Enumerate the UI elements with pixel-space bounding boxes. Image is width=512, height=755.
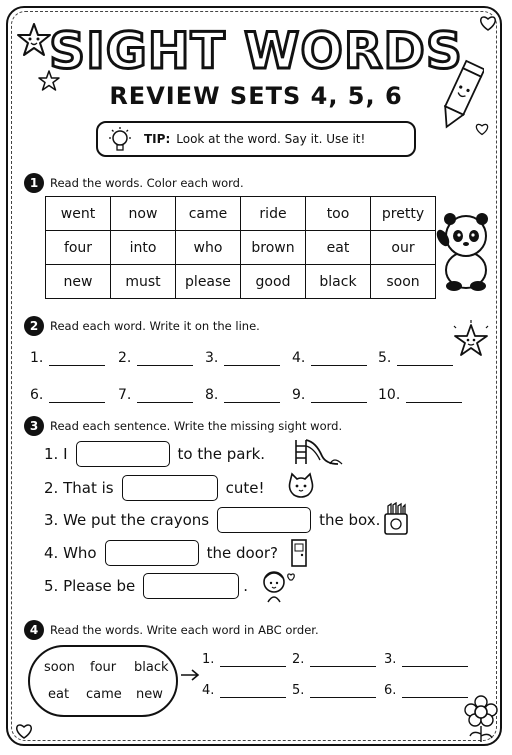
- tip-label: TIP:: [144, 132, 171, 146]
- cloud-word: came: [86, 687, 122, 702]
- write-line[interactable]: [406, 388, 462, 403]
- write-line[interactable]: [137, 388, 193, 403]
- child-icon: [258, 568, 304, 604]
- section-number: 3: [24, 416, 44, 436]
- item-number: 4.: [202, 683, 215, 698]
- section-instruction: Read each sentence. Write the missing sight word.: [50, 419, 343, 433]
- sentence-start: 5. Please be: [44, 577, 136, 595]
- sentence-row: [44, 441, 265, 467]
- item-number: 6.: [30, 387, 44, 403]
- heart-icon: [474, 122, 490, 136]
- answer-box[interactable]: [143, 573, 239, 599]
- sentence-start: 4. Who: [44, 544, 97, 562]
- write-line[interactable]: [311, 388, 367, 403]
- write-item: [378, 387, 462, 403]
- cloud-word: black: [134, 660, 169, 675]
- item-number: 8.: [205, 387, 219, 403]
- item-number: 5.: [378, 350, 392, 366]
- word-cell[interactable]: went: [46, 197, 111, 231]
- sentence-row: [44, 540, 278, 566]
- arrow-right-icon: [180, 668, 200, 682]
- crayon-box-icon: [382, 502, 410, 536]
- item-number: 3.: [384, 652, 397, 667]
- item-number: 4.: [292, 350, 306, 366]
- write-item: [118, 387, 193, 403]
- lightbulb-icon: [106, 126, 134, 154]
- sentence-end: .: [243, 577, 249, 595]
- write-item: [205, 350, 280, 366]
- item-number: 2.: [118, 350, 132, 366]
- abc-item: [292, 683, 376, 698]
- page-subtitle: REVIEW SETS 4, 5, 6: [109, 82, 403, 110]
- word-cell[interactable]: eat: [306, 231, 371, 265]
- write-line[interactable]: [310, 685, 376, 698]
- abc-item: [384, 683, 468, 698]
- sentence-start: 3. We put the crayons: [44, 511, 210, 529]
- heart-icon: [14, 722, 34, 740]
- write-line[interactable]: [137, 351, 193, 366]
- item-number: 2.: [292, 652, 305, 667]
- word-cell[interactable]: too: [306, 197, 371, 231]
- word-cell[interactable]: black: [306, 265, 371, 299]
- sentence-row: [44, 507, 380, 533]
- cat-icon: [286, 472, 316, 500]
- flower-icon: [462, 694, 500, 744]
- write-item: [118, 350, 193, 366]
- word-cell[interactable]: who: [176, 231, 241, 265]
- word-cell[interactable]: new: [46, 265, 111, 299]
- sentence-end: to the park.: [177, 445, 266, 463]
- word-cell[interactable]: pretty: [371, 197, 436, 231]
- abc-item: [202, 683, 286, 698]
- word-cell[interactable]: into: [111, 231, 176, 265]
- section-number: 4: [24, 620, 44, 640]
- door-icon: [290, 538, 308, 568]
- word-cell[interactable]: soon: [371, 265, 436, 299]
- abc-item: [292, 652, 376, 667]
- item-number: 5.: [292, 683, 305, 698]
- write-item: [30, 387, 105, 403]
- sentence-row: [44, 573, 248, 599]
- write-line[interactable]: [220, 685, 286, 698]
- write-item: [292, 350, 367, 366]
- word-cell[interactable]: came: [176, 197, 241, 231]
- item-number: 10.: [378, 387, 401, 403]
- write-line[interactable]: [224, 388, 280, 403]
- write-item: [30, 350, 105, 366]
- section-instruction: Read the words. Color each word.: [50, 176, 244, 190]
- cloud-word: eat: [48, 687, 70, 702]
- abc-item: [202, 652, 286, 667]
- tip-text: Look at the word. Say it. Use it!: [176, 132, 366, 146]
- write-line[interactable]: [310, 654, 376, 667]
- write-item: [292, 387, 367, 403]
- section-number: 1: [24, 173, 44, 193]
- item-number: 7.: [118, 387, 132, 403]
- section-instruction: Read the words. Write each word in ABC order.: [50, 623, 319, 637]
- item-number: 3.: [205, 350, 219, 366]
- answer-box[interactable]: [105, 540, 199, 566]
- word-table: [45, 196, 436, 299]
- sentence-end: cute!: [225, 479, 265, 497]
- write-line[interactable]: [220, 654, 286, 667]
- cloud-word: new: [136, 687, 163, 702]
- word-cell[interactable]: good: [241, 265, 306, 299]
- sentence-end: the box.: [319, 511, 381, 529]
- page-title: SIGHT WORDS: [49, 22, 463, 80]
- write-item: [378, 350, 453, 366]
- cloud-word: four: [90, 660, 117, 675]
- answer-box[interactable]: [217, 507, 311, 533]
- sentence-start: 2. That is: [44, 479, 114, 497]
- sentence-start: 1. I: [44, 445, 68, 463]
- write-line[interactable]: [224, 351, 280, 366]
- write-line[interactable]: [402, 685, 468, 698]
- write-line[interactable]: [49, 351, 105, 366]
- word-cell[interactable]: must: [111, 265, 176, 299]
- abc-item: [384, 652, 468, 667]
- tip-box: [96, 121, 416, 157]
- word-cloud: [28, 645, 178, 717]
- word-cell[interactable]: four: [46, 231, 111, 265]
- star-icon: [450, 320, 492, 362]
- item-number: 6.: [384, 683, 397, 698]
- slide-icon: [292, 436, 346, 466]
- cloud-word: soon: [44, 660, 75, 675]
- write-line[interactable]: [49, 388, 105, 403]
- item-number: 1.: [30, 350, 44, 366]
- sentence-end: the door?: [206, 544, 278, 562]
- word-cell[interactable]: ride: [241, 197, 306, 231]
- write-item: [205, 387, 280, 403]
- word-cell[interactable]: now: [111, 197, 176, 231]
- item-number: 9.: [292, 387, 306, 403]
- item-number: 1.: [202, 652, 215, 667]
- panda-icon: [436, 208, 494, 292]
- word-cell[interactable]: our: [371, 231, 436, 265]
- write-line[interactable]: [402, 654, 468, 667]
- word-cell[interactable]: brown: [241, 231, 306, 265]
- answer-box[interactable]: [122, 475, 218, 501]
- section-instruction: Read each word. Write it on the line.: [50, 319, 260, 333]
- answer-box[interactable]: [76, 441, 170, 467]
- sentence-row: [44, 475, 264, 501]
- section-number: 2: [24, 316, 44, 336]
- word-cell[interactable]: please: [176, 265, 241, 299]
- write-line[interactable]: [311, 351, 367, 366]
- write-line[interactable]: [397, 351, 453, 366]
